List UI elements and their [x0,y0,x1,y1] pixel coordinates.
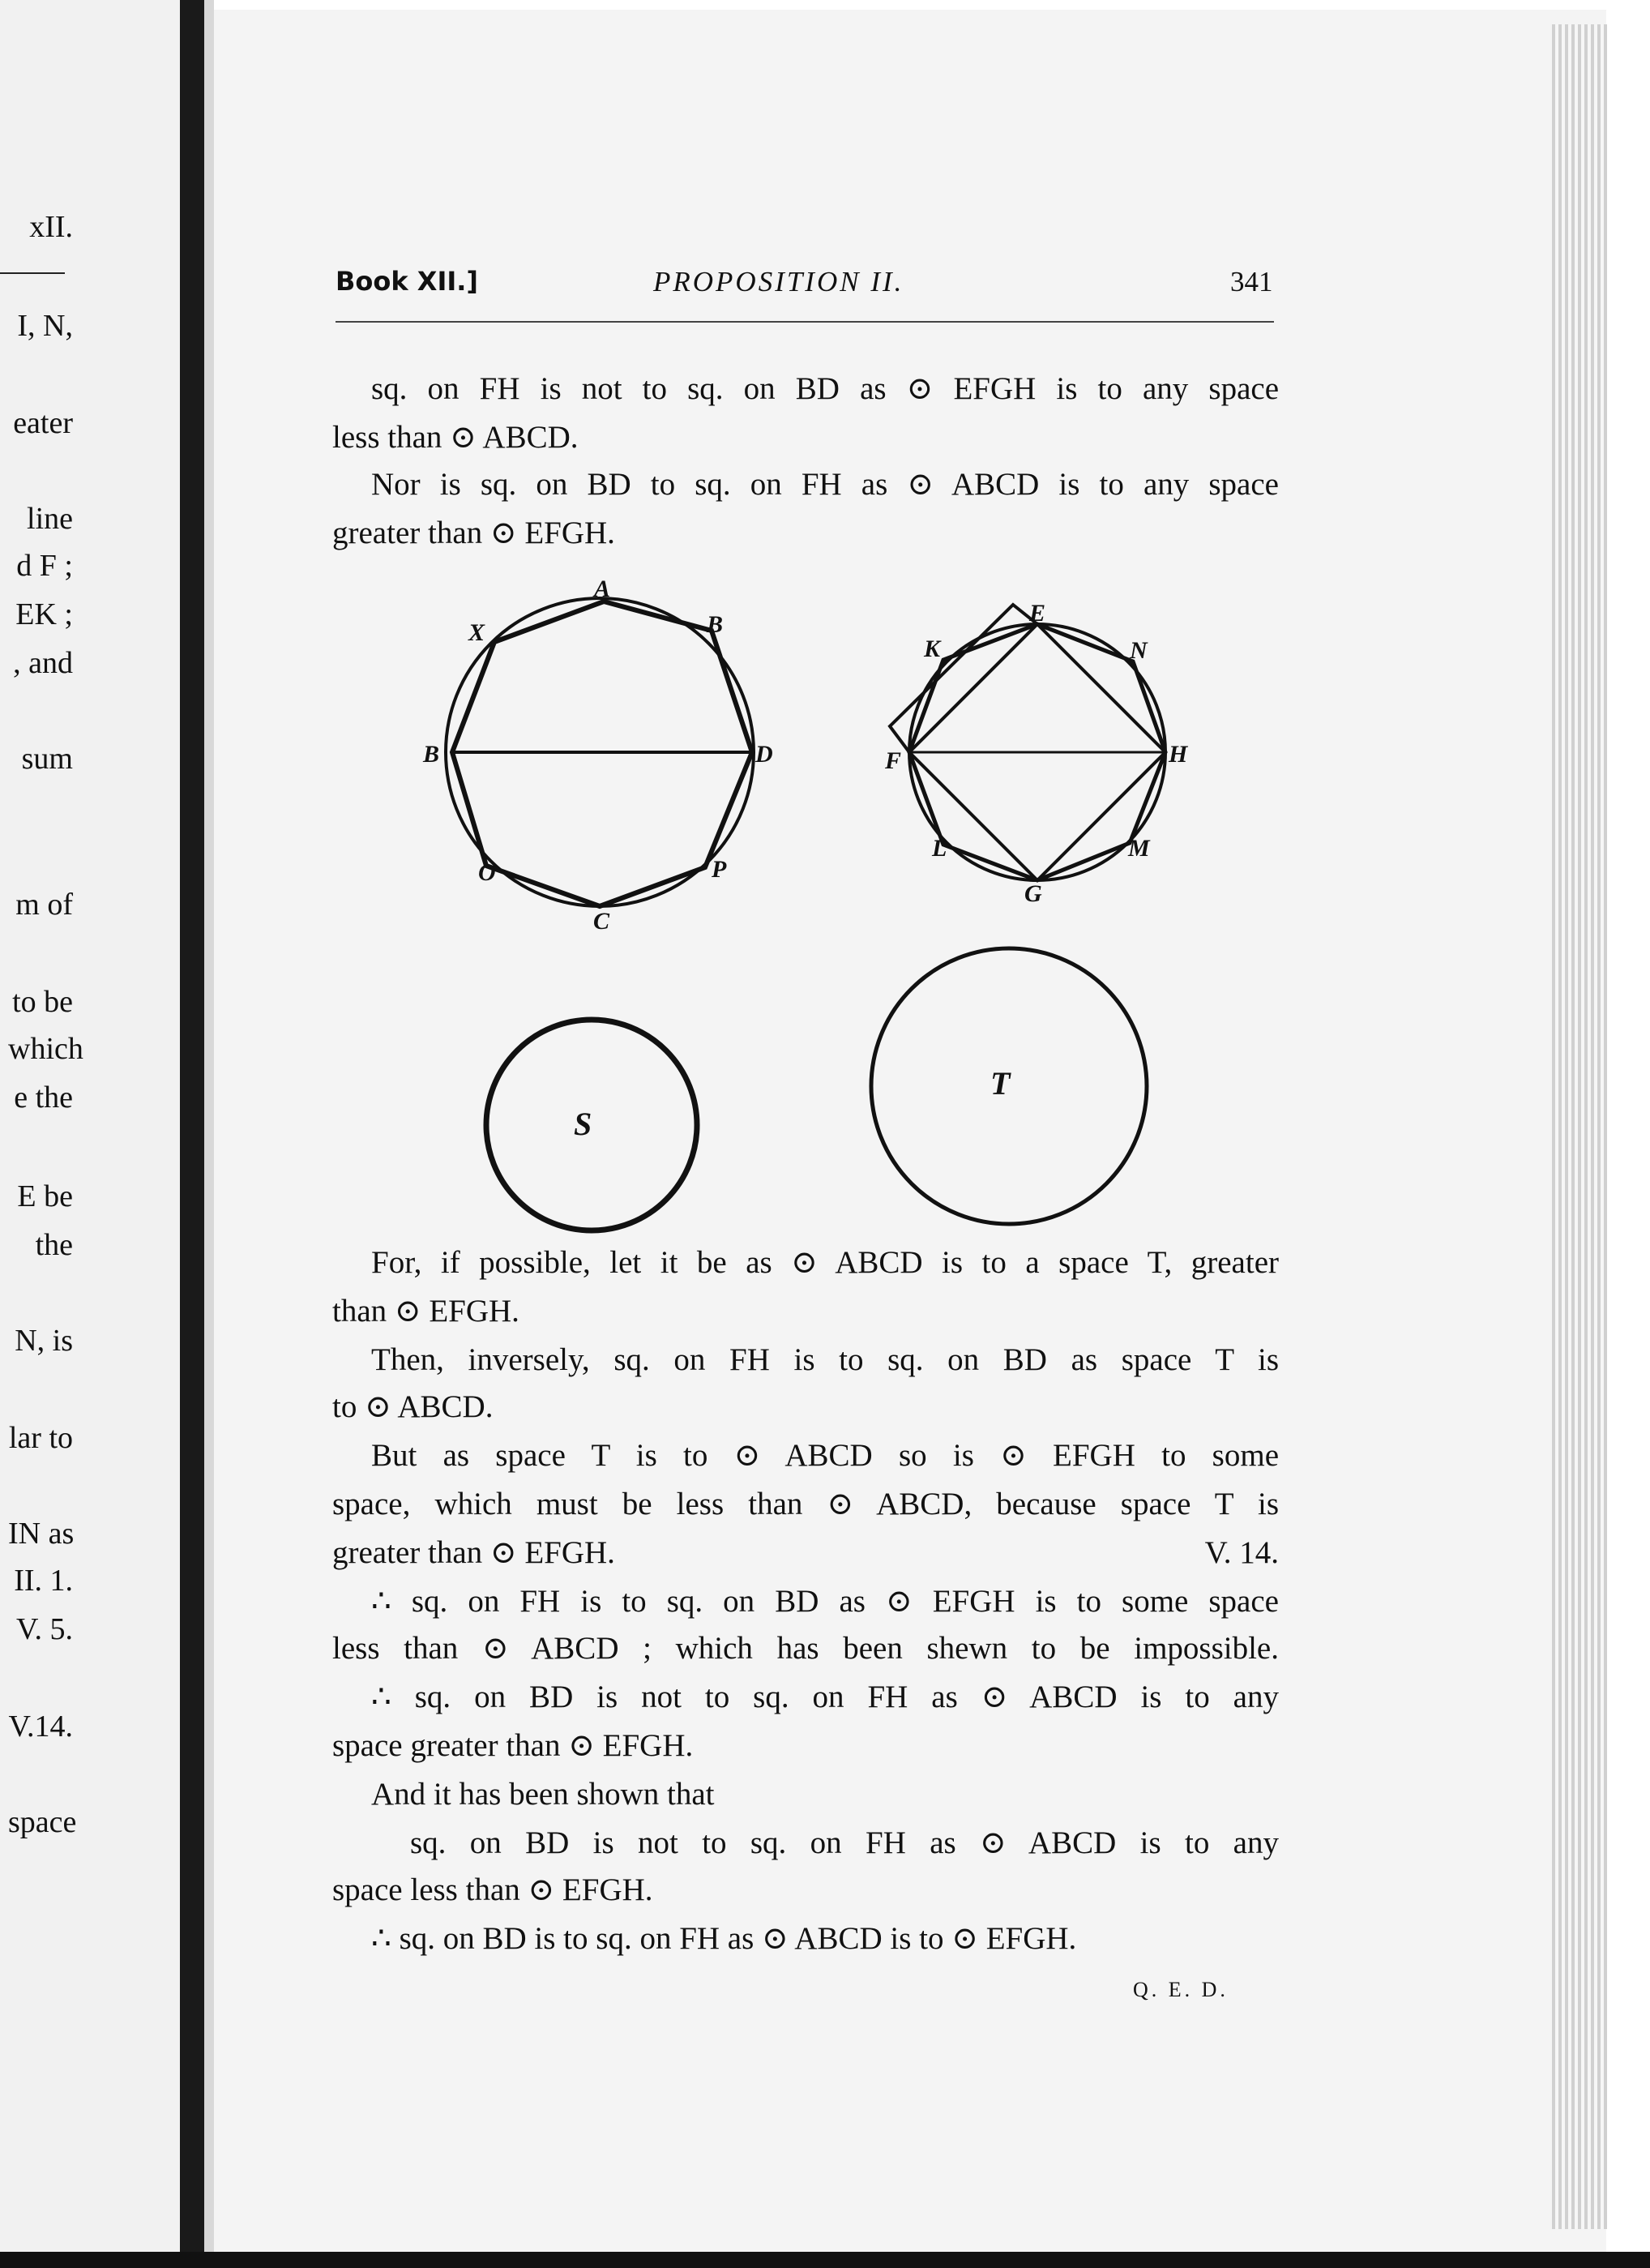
text-line: greater than ⊙ EFGH. [332,516,615,550]
label-b-left: B [423,741,440,768]
text-line-with-reference [332,1529,1279,1577]
label-o: O [478,859,496,886]
label-n: N [1130,637,1148,664]
label-m: M [1128,835,1150,862]
text-line: But as space T is to ⊙ ABCD so is ⊙ EFGH to some [371,1438,1279,1473]
label-a: A [594,576,611,602]
left-page-fragment: E be [17,1179,73,1213]
text-line: to ⊙ ABCD. [332,1389,494,1424]
label-p: P [712,856,727,883]
label-h: H [1169,741,1188,768]
header-rule [336,321,1274,323]
running-head-title: PROPOSITION II. [653,266,904,297]
text-line: sq. on BD is not to sq. on FH as ⊙ ABCD is to any [410,1825,1279,1860]
text-line: sq. on FH is not to sq. on BD as ⊙ EFGH is to any space [371,371,1279,406]
text-line: than ⊙ EFGH. [332,1294,519,1329]
left-page-fragment: V.14. [8,1710,73,1744]
left-page-fragment: to be [12,985,73,1019]
text-line: ∴ sq. on BD is not to sq. on FH as ⊙ ABCD is to any [371,1680,1279,1714]
left-page-fragment: IN as [8,1517,75,1551]
left-page-fragment: lar to [8,1421,73,1455]
circle-efgh-group [884,600,1189,907]
label-b-right: B [707,611,724,638]
left-page-fragment: V. 5. [15,1612,73,1646]
left-page-fragment: m of [15,888,73,922]
left-page-fragment: which [8,1032,83,1066]
scan-border [0,2252,1650,2268]
text-line: space less than ⊙ EFGH. [332,1872,653,1907]
left-page-rule [0,272,65,274]
label-k: K [924,635,941,662]
left-page-fragment: line [27,502,73,536]
left-page-fragment: e the [14,1081,73,1115]
label-c: C [593,908,610,935]
circle-abcd-group [422,576,773,935]
text-line: space, which must be less than ⊙ ABCD, because space T is [332,1487,1279,1521]
page-number: 341 [1230,266,1273,297]
left-page-fragment: space [8,1805,77,1839]
margin-reference: V. 14. [1204,1535,1279,1570]
left-page-fragment: sum [21,742,73,776]
text-line: Then, inversely, sq. on FH is to sq. on BD as space T is [371,1342,1279,1377]
text-line: less than ⊙ ABCD. [332,420,579,455]
book-spine [180,0,204,2268]
page-gutter [204,0,214,2268]
left-page-fragment: d F ; [16,549,73,583]
geometry-figure [405,567,1216,1232]
running-head-book: Book XII.] [336,266,479,297]
label-t: T [990,1065,1011,1102]
page-fore-edge [1552,24,1607,2229]
text-line: ∴ sq. on BD is to sq. on FH as ⊙ ABCD is to ⊙ EFGH. [371,1921,1077,1956]
qed-mark: Q. E. D. [1133,1978,1229,2001]
text-line: For, if possible, let it be as ⊙ ABCD is to a space T, greater [371,1245,1279,1280]
left-page-fragment: , and [13,646,73,680]
line-text: greater than ⊙ EFGH. [332,1535,615,1570]
label-d: D [755,741,773,768]
left-page-fragment: N, is [15,1324,73,1358]
left-page-fragment: eater [13,406,73,440]
left-page-fragment: the [35,1228,73,1262]
left-page-fragment: II. 1. [14,1564,73,1598]
label-f: F [885,747,902,774]
left-page-fragment: xII. [29,210,73,244]
label-x: X [468,619,485,646]
label-s: S [574,1106,592,1142]
text-line: Nor is sq. on BD to sq. on FH as ⊙ ABCD is to any space [371,467,1279,502]
left-page-fragment: I, N, [17,309,73,343]
text-line: And it has been shown that [371,1777,715,1812]
text-line: ∴ sq. on FH is to sq. on BD as ⊙ EFGH is to some space [371,1584,1279,1619]
text-line: space greater than ⊙ EFGH. [332,1728,694,1763]
left-page-fragment: EK ; [15,597,73,631]
label-e: E [1029,600,1046,627]
text-line: less than ⊙ ABCD ; which has been shewn to be impossible. [332,1631,1279,1666]
label-g: G [1024,880,1042,907]
label-l: L [932,835,947,862]
